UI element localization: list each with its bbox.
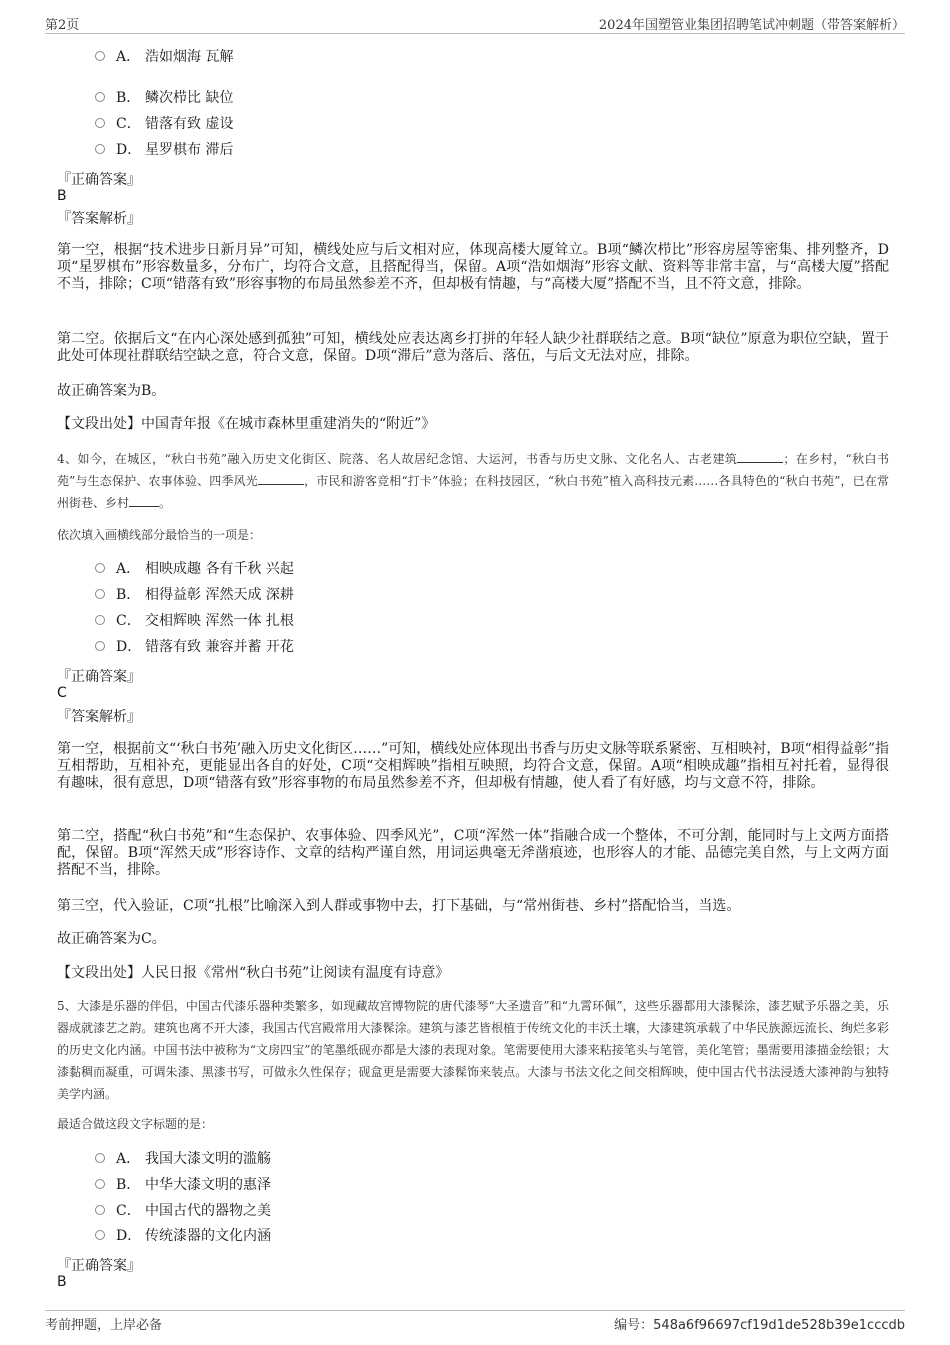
radio-icon[interactable]	[95, 1205, 105, 1215]
q3-option-b[interactable]: B． 鳞次栉比 缺位	[95, 89, 233, 107]
q4-analysis-label: 『答案解析』	[57, 709, 141, 725]
q3-analysis-label: 『答案解析』	[57, 211, 141, 227]
q3-analysis-paragraph: 第一空，根据“技术进步日新月异”可知，横线处应与后文相对应，体现高楼大厦耸立。B项“鳞次栉比”形容房屋等密集、排列整齐，D项“星罗棋布”形容数量多，分布广，均符合文意，且搭配得当，保留。A项“浩如烟海”形容文献、资料等非常丰富，与“高楼大厦”搭配不当，排除；C项“错落有致”形容事物的布局虽然参差不齐，但却极有情趣，与“高楼大厦”搭配不当，且不符文意，排除。	[57, 242, 889, 292]
header-divider	[45, 33, 905, 34]
q4-question-text: 4、如今，在城区，“秋白书苑”融入历史文化街区、院落、名人故居纪念馆、大运河，书香与历史文脉、文化名人、古老建筑 ；在乡村，“秋白书苑”与生态保护、农事体验、四季风光 ，市民和游客竞相“打卡”体验；在科技园区，“秋白书苑”植入高科技元素……各具特色的“秋白书苑”，已在常州街巷、乡村 。	[57, 452, 890, 510]
q4-option-c[interactable]: C． 交相辉映 浑然一体 扎根	[95, 612, 294, 630]
q4-prompt: 依次填入画横线部分最恰当的一项是：	[57, 528, 262, 542]
radio-icon[interactable]	[95, 563, 105, 573]
fill-blank	[737, 450, 783, 463]
q5-option-c[interactable]: C． 中国古代的器物之美	[95, 1202, 271, 1220]
radio-icon[interactable]	[95, 144, 105, 154]
q4-analysis-paragraph: 第三空，代入验证，C项“扎根”比喻深入到人群或事物中去，打下基础，与“常州街巷、乡村”搭配恰当，当选。	[57, 898, 741, 914]
q5-prompt: 最适合做这段文字标题的是：	[57, 1117, 214, 1131]
q4-option-d[interactable]: D． 错落有致 兼容并蓄 开花	[95, 638, 294, 656]
q4-source: 【文段出处】人民日报《常州“秋白书苑”让阅读有温度有诗意》	[57, 965, 450, 981]
fill-blank	[258, 472, 304, 485]
q5-answer: B	[57, 1274, 67, 1290]
q4-analysis-conclusion: 故正确答案为C。	[57, 931, 166, 947]
q4-analysis-paragraph: 第二空，搭配“秋白书苑”和“生态保护、农事体验、四季风光”，C项“浑然一体”指融合成一个整体，不可分割，能同时与上文两方面搭配，保留。B项“浑然天成”形容诗作、文章的结构严谨自然，用词运典毫无斧凿痕迹，也形容人的才能、品德完美自然，与上文两方面搭配不当，排除。	[57, 828, 889, 878]
document-title: 2024年国塑管业集团招聘笔试冲刺题（带答案解析）	[598, 18, 905, 33]
radio-icon[interactable]	[95, 51, 105, 61]
q5-question-text: 5、大漆是乐器的伴侣，中国古代漆乐器种类繁多，如现藏故宫博物院的唐代漆琴“大圣遗音”和“九霄环佩”，这些乐器都用大漆髹涂，漆艺赋予乐器之美，乐器成就漆艺之韵。建筑也离不开大漆，我国古代宫殿常用大漆髹涂。建筑与漆艺皆根植于传统文化的丰沃土壤，大漆建筑承载了中华民族源远流长、绚烂多彩的历史文化内涵。中国书法中被称为“文房四宝”的笔墨纸砚亦都是大漆的表现对象。笔需要使用大漆来粘接笔头与笔管，美化笔管；墨需要用漆描金绘银；大漆黏稠而凝重，可调朱漆、黑漆书写，可做永久性保存；砚盒更是需要大漆髹饰来装点。大漆与书法文化之间交相辉映，使中国古代书法浸透大漆神韵与独特美学内涵。	[57, 999, 889, 1101]
radio-icon[interactable]	[95, 92, 105, 102]
page-number: 第2页	[45, 18, 80, 33]
q3-analysis-conclusion: 故正确答案为B。	[57, 383, 166, 399]
q3-analysis-paragraph: 第二空。依据后文“在内心深处感到孤独”可知，横线处应表达离乡打拼的年轻人缺少社群联结之意。B项“缺位”原意为职位空缺，置于此处可体现社群联结空缺之意，符合文意，保留。D项“滞后”意为落后、落伍，与后文无法对应，排除。	[57, 331, 889, 364]
radio-icon[interactable]	[95, 641, 105, 651]
q5-option-a[interactable]: A． 我国大漆文明的滥觞	[95, 1150, 271, 1168]
q4-option-b[interactable]: B． 相得益彰 浑然天成 深耕	[95, 586, 294, 604]
footer-divider	[45, 1310, 905, 1311]
radio-icon[interactable]	[95, 1153, 105, 1163]
fill-blank	[129, 494, 159, 507]
q5-option-b[interactable]: B． 中华大漆文明的惠泽	[95, 1176, 271, 1194]
footer-slogan: 考前押题，上岸必备	[45, 1318, 163, 1333]
q4-option-a[interactable]: A． 相映成趣 各有千秋 兴起	[95, 560, 294, 578]
document-code: 编号：548a6f96697cf19d1de528b39e1cccdb	[614, 1318, 905, 1333]
q4-answer-label: 『正确答案』	[57, 669, 141, 685]
radio-icon[interactable]	[95, 118, 105, 128]
radio-icon[interactable]	[95, 1179, 105, 1189]
q5-answer-label: 『正确答案』	[57, 1258, 141, 1274]
q3-option-c[interactable]: C． 错落有致 虚设	[95, 115, 233, 133]
q4-analysis-paragraph: 第一空，根据前文“‘秋白书苑’融入历史文化街区……”可知，横线处应体现出书香与历史文脉等联系紧密、互相映衬，B项“相得益彰”指互相帮助，互相补充，更能显出各自的好处，C项“交相辉映”指相互映照，均符合文意，保留。A项“相映成趣”指相互衬托着，显得很有趣味，很有意思，D项“错落有致”形容事物的布局虽然参差不齐，但却极有情趣，使人看了有好感，均与文意不符，排除。	[57, 741, 889, 791]
radio-icon[interactable]	[95, 615, 105, 625]
q3-option-d[interactable]: D． 星罗棋布 滞后	[95, 141, 233, 159]
radio-icon[interactable]	[95, 1230, 105, 1240]
radio-icon[interactable]	[95, 589, 105, 599]
q4-answer: C	[57, 685, 67, 701]
q3-answer-label: 『正确答案』	[57, 172, 141, 188]
q5-option-d[interactable]: D． 传统漆器的文化内涵	[95, 1227, 271, 1245]
q3-source: 【文段出处】中国青年报《在城市森林里重建消失的“附近”》	[57, 416, 436, 432]
q3-answer: B	[57, 188, 67, 204]
q3-option-a[interactable]: A． 浩如烟海 瓦解	[95, 48, 233, 66]
